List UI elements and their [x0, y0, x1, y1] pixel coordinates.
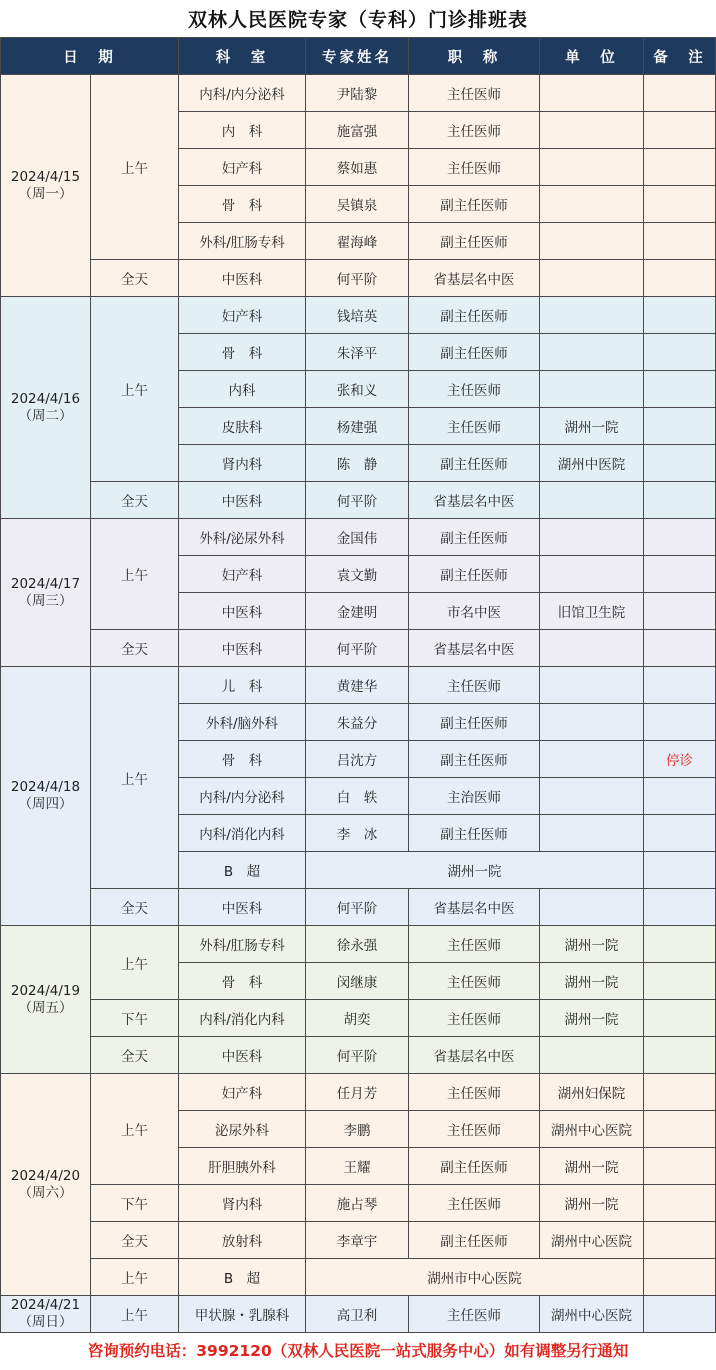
unit-cell [540, 815, 644, 852]
expert-name-cell: 何平阶 [306, 482, 409, 519]
table-row [1, 1074, 716, 1111]
date-text: 2024/4/18 [10, 779, 81, 795]
note-cell [644, 75, 716, 112]
unit-cell: 湖州中心医院 [540, 1111, 644, 1148]
note-cell [644, 482, 716, 519]
table-row [1, 519, 716, 556]
table-row [1, 1259, 716, 1296]
date-text: 2024/4/20 [10, 1167, 81, 1184]
dept-cell: 内科 [179, 371, 306, 408]
unit-cell [540, 704, 644, 741]
header-note: 备 注 [644, 38, 716, 75]
unit-cell: 湖州妇保院 [540, 1074, 644, 1111]
unit-cell: 湖州一院 [540, 1000, 644, 1037]
note-cell [644, 1296, 716, 1333]
table-row [1, 1037, 716, 1074]
note-cell [644, 445, 716, 482]
header-name: 专家姓名 [306, 38, 409, 75]
header-dept: 科 室 [179, 38, 306, 75]
note-cell [644, 223, 716, 260]
unit-cell: 湖州一院 [540, 963, 644, 1000]
expert-name-cell: 何平阶 [306, 260, 409, 297]
period-cell: 全天 [91, 889, 179, 926]
expert-name-cell: 吴镇泉 [306, 186, 409, 223]
unit-cell [540, 1037, 644, 1074]
unit-cell [540, 260, 644, 297]
expert-name-cell: 翟海峰 [306, 223, 409, 260]
page-title: 双林人民医院专家（专科）门诊排班表 [187, 9, 528, 31]
expert-name-cell: 金建明 [306, 593, 409, 630]
unit-cell [540, 186, 644, 223]
dept-cell: 骨 科 [179, 186, 306, 223]
expert-name-cell: 高卫利 [306, 1296, 409, 1333]
note-cell [644, 1111, 716, 1148]
table-row [1, 1185, 716, 1222]
title-cell: 省基层名中医 [409, 1037, 540, 1074]
title-cell: 副主任医师 [409, 1222, 540, 1259]
title-cell: 副主任医师 [409, 297, 540, 334]
date-text: 2024/4/21 [10, 1297, 81, 1313]
dept-cell: 中医科 [179, 630, 306, 667]
expert-name-cell: 金国伟 [306, 519, 409, 556]
expert-name-cell: 袁文勤 [306, 556, 409, 593]
period-cell: 上午 [91, 1296, 179, 1333]
date-text: 2024/4/15 [10, 168, 81, 185]
dept-cell: 外科/肛肠专科 [179, 926, 306, 963]
unit-cell [540, 482, 644, 519]
note-cell [644, 630, 716, 667]
dept-cell: 妇产科 [179, 1074, 306, 1111]
schedule-table [0, 37, 716, 1333]
title-cell: 副主任医师 [409, 556, 540, 593]
expert-name-cell: 钱培英 [306, 297, 409, 334]
merged-unit-cell: 湖州一院 [306, 852, 644, 889]
note-cell [644, 1037, 716, 1074]
weekday-text: （周二） [18, 407, 73, 424]
dept-cell: 内科/消化内科 [179, 1000, 306, 1037]
unit-cell: 湖州一院 [540, 1148, 644, 1185]
note-cell [644, 260, 716, 297]
expert-name-cell: 陈 静 [306, 445, 409, 482]
unit-cell [540, 334, 644, 371]
title-cell: 副主任医师 [409, 519, 540, 556]
unit-cell: 旧馆卫生院 [540, 593, 644, 630]
title-cell: 省基层名中医 [409, 482, 540, 519]
unit-cell [540, 75, 644, 112]
dept-cell: 儿 科 [179, 667, 306, 704]
date-cell [1, 1074, 91, 1296]
note-cell [644, 852, 716, 889]
note-cell [644, 593, 716, 630]
title-cell: 副主任医师 [409, 704, 540, 741]
title-cell: 主任医师 [409, 149, 540, 186]
expert-name-cell: 白 轶 [306, 778, 409, 815]
title-cell: 副主任医师 [409, 223, 540, 260]
date-text: 2024/4/17 [10, 575, 81, 592]
note-cell [644, 1000, 716, 1037]
note-cell [644, 112, 716, 149]
expert-name-cell: 张和义 [306, 371, 409, 408]
title-cell: 省基层名中医 [409, 630, 540, 667]
expert-name-cell: 何平阶 [306, 630, 409, 667]
unit-cell [540, 149, 644, 186]
dept-cell: 内科/内分泌科 [179, 778, 306, 815]
unit-cell [540, 112, 644, 149]
note-cell [644, 297, 716, 334]
expert-name-cell: 何平阶 [306, 1037, 409, 1074]
period-cell: 上午 [91, 519, 179, 630]
date-cell [1, 297, 91, 519]
period-cell: 上午 [91, 926, 179, 1000]
period-cell: 全天 [91, 260, 179, 297]
dept-cell: B 超 [179, 852, 306, 889]
note-cell [644, 926, 716, 963]
table-row [1, 482, 716, 519]
note-cell [644, 371, 716, 408]
expert-name-cell: 杨建强 [306, 408, 409, 445]
dept-cell: 妇产科 [179, 556, 306, 593]
title-cell: 市名中医 [409, 593, 540, 630]
weekday-text: （周三） [18, 592, 73, 609]
table-row [1, 260, 716, 297]
note-cell [644, 1259, 716, 1296]
note-cell [644, 778, 716, 815]
weekday-text: （周四） [18, 796, 73, 812]
expert-name-cell: 朱益分 [306, 704, 409, 741]
expert-name-cell: 何平阶 [306, 889, 409, 926]
expert-name-cell: 施占琴 [306, 1185, 409, 1222]
dept-cell: 中医科 [179, 1037, 306, 1074]
dept-cell: 骨 科 [179, 741, 306, 778]
unit-cell: 湖州中心医院 [540, 1296, 644, 1333]
weekday-text: （周五） [18, 999, 73, 1016]
unit-cell [540, 556, 644, 593]
expert-name-cell: 尹陆黎 [306, 75, 409, 112]
expert-name-cell: 蔡如惠 [306, 149, 409, 186]
expert-name-cell: 胡奕 [306, 1000, 409, 1037]
title-cell: 主任医师 [409, 112, 540, 149]
unit-cell [540, 778, 644, 815]
title-cell: 省基层名中医 [409, 889, 540, 926]
title-cell: 主任医师 [409, 1074, 540, 1111]
table-row [1, 297, 716, 334]
note-cell [644, 149, 716, 186]
expert-name-cell: 黄建华 [306, 667, 409, 704]
dept-cell: 内 科 [179, 112, 306, 149]
title-cell: 主任医师 [409, 667, 540, 704]
table-row [1, 889, 716, 926]
title-cell: 主任医师 [409, 1000, 540, 1037]
note-cell [644, 815, 716, 852]
note-cell [644, 334, 716, 371]
note-cell [644, 519, 716, 556]
dept-cell: 外科/脑外科 [179, 704, 306, 741]
table-row [1, 1000, 716, 1037]
title-cell: 主治医师 [409, 778, 540, 815]
table-row [1, 75, 716, 112]
expert-name-cell: 李 冰 [306, 815, 409, 852]
note-cell [644, 704, 716, 741]
date-text: 2024/4/16 [10, 390, 81, 407]
note-cell [644, 186, 716, 223]
expert-name-cell: 徐永强 [306, 926, 409, 963]
note-cell: 停诊 [644, 741, 716, 778]
period-cell: 上午 [91, 667, 179, 889]
expert-name-cell: 任月芳 [306, 1074, 409, 1111]
period-cell: 全天 [91, 482, 179, 519]
date-cell [1, 75, 91, 297]
date-cell [1, 926, 91, 1074]
date-cell [1, 667, 91, 926]
note-cell [644, 1185, 716, 1222]
unit-cell [540, 297, 644, 334]
dept-cell: 泌尿外科 [179, 1111, 306, 1148]
dept-cell: 中医科 [179, 593, 306, 630]
unit-cell [540, 889, 644, 926]
title-cell: 副主任医师 [409, 334, 540, 371]
dept-cell: 内科/消化内科 [179, 815, 306, 852]
table-row [1, 1296, 716, 1333]
period-cell: 下午 [91, 1000, 179, 1037]
table-row [1, 630, 716, 667]
expert-name-cell: 李章宇 [306, 1222, 409, 1259]
dept-cell: 内科/内分泌科 [179, 75, 306, 112]
expert-name-cell: 闵继康 [306, 963, 409, 1000]
title-cell: 主任医师 [409, 1185, 540, 1222]
unit-cell: 湖州一院 [540, 408, 644, 445]
title-cell: 主任医师 [409, 408, 540, 445]
note-cell [644, 408, 716, 445]
dept-cell: 中医科 [179, 482, 306, 519]
dept-cell: 妇产科 [179, 149, 306, 186]
period-cell: 上午 [91, 75, 179, 260]
title-cell: 主任医师 [409, 1296, 540, 1333]
dept-cell: 肾内科 [179, 445, 306, 482]
header-rank: 职 称 [409, 38, 540, 75]
note-cell [644, 667, 716, 704]
date-cell [1, 519, 91, 667]
title-cell: 主任医师 [409, 926, 540, 963]
table-header-row [1, 38, 716, 75]
expert-name-cell: 朱泽平 [306, 334, 409, 371]
title-cell: 副主任医师 [409, 815, 540, 852]
dept-cell: 骨 科 [179, 963, 306, 1000]
expert-name-cell: 施富强 [306, 112, 409, 149]
header-unit: 单 位 [540, 38, 644, 75]
dept-cell: 甲状腺・乳腺科 [179, 1296, 306, 1333]
date-cell [1, 1296, 91, 1333]
period-cell: 全天 [91, 1222, 179, 1259]
table-row [1, 1222, 716, 1259]
dept-cell: 中医科 [179, 260, 306, 297]
dept-cell: 肝胆胰外科 [179, 1148, 306, 1185]
dept-cell: 外科/泌尿外科 [179, 519, 306, 556]
expert-name-cell: 吕沈方 [306, 741, 409, 778]
title-cell: 主任医师 [409, 75, 540, 112]
weekday-text: （周六） [18, 1184, 73, 1201]
title-cell: 副主任医师 [409, 1148, 540, 1185]
note-cell [644, 1074, 716, 1111]
expert-name-cell: 李鹏 [306, 1111, 409, 1148]
note-cell [644, 556, 716, 593]
title-cell: 副主任医师 [409, 186, 540, 223]
dept-cell: 妇产科 [179, 297, 306, 334]
period-cell: 下午 [91, 1185, 179, 1222]
unit-cell: 湖州中医院 [540, 445, 644, 482]
title-cell: 副主任医师 [409, 741, 540, 778]
note-cell [644, 963, 716, 1000]
unit-cell [540, 223, 644, 260]
table-row [1, 926, 716, 963]
dept-cell: 中医科 [179, 889, 306, 926]
period-cell: 上午 [91, 1259, 179, 1296]
footer-notice: 咨询预约电话：3992120（双林人民医院一站式服务中心）如有调整另行通知 [87, 1342, 629, 1360]
title-cell: 主任医师 [409, 963, 540, 1000]
unit-cell [540, 519, 644, 556]
table-row [1, 667, 716, 704]
title-cell: 主任医师 [409, 1111, 540, 1148]
dept-cell: 皮肤科 [179, 408, 306, 445]
note-cell [644, 1222, 716, 1259]
dept-cell: 肾内科 [179, 1185, 306, 1222]
date-text: 2024/4/19 [10, 982, 81, 999]
note-cell [644, 889, 716, 926]
title-cell: 主任医师 [409, 371, 540, 408]
unit-cell: 湖州一院 [540, 926, 644, 963]
expert-name-cell: 王耀 [306, 1148, 409, 1185]
dept-cell: B 超 [179, 1259, 306, 1296]
period-cell: 全天 [91, 630, 179, 667]
period-cell: 上午 [91, 1074, 179, 1185]
unit-cell [540, 667, 644, 704]
dept-cell: 放射科 [179, 1222, 306, 1259]
unit-cell [540, 371, 644, 408]
dept-cell: 外科/肛肠专科 [179, 223, 306, 260]
period-cell: 全天 [91, 1037, 179, 1074]
dept-cell: 骨 科 [179, 334, 306, 371]
weekday-text: （周日） [18, 1314, 73, 1330]
header-date: 日 期 [1, 38, 179, 75]
unit-cell [540, 630, 644, 667]
title-cell: 副主任医师 [409, 445, 540, 482]
merged-unit-cell: 湖州市中心医院 [306, 1259, 644, 1296]
unit-cell [540, 741, 644, 778]
note-cell [644, 1148, 716, 1185]
unit-cell: 湖州中心医院 [540, 1222, 644, 1259]
period-cell: 上午 [91, 297, 179, 482]
unit-cell: 湖州一院 [540, 1185, 644, 1222]
title-cell: 省基层名中医 [409, 260, 540, 297]
weekday-text: （周一） [18, 185, 73, 202]
